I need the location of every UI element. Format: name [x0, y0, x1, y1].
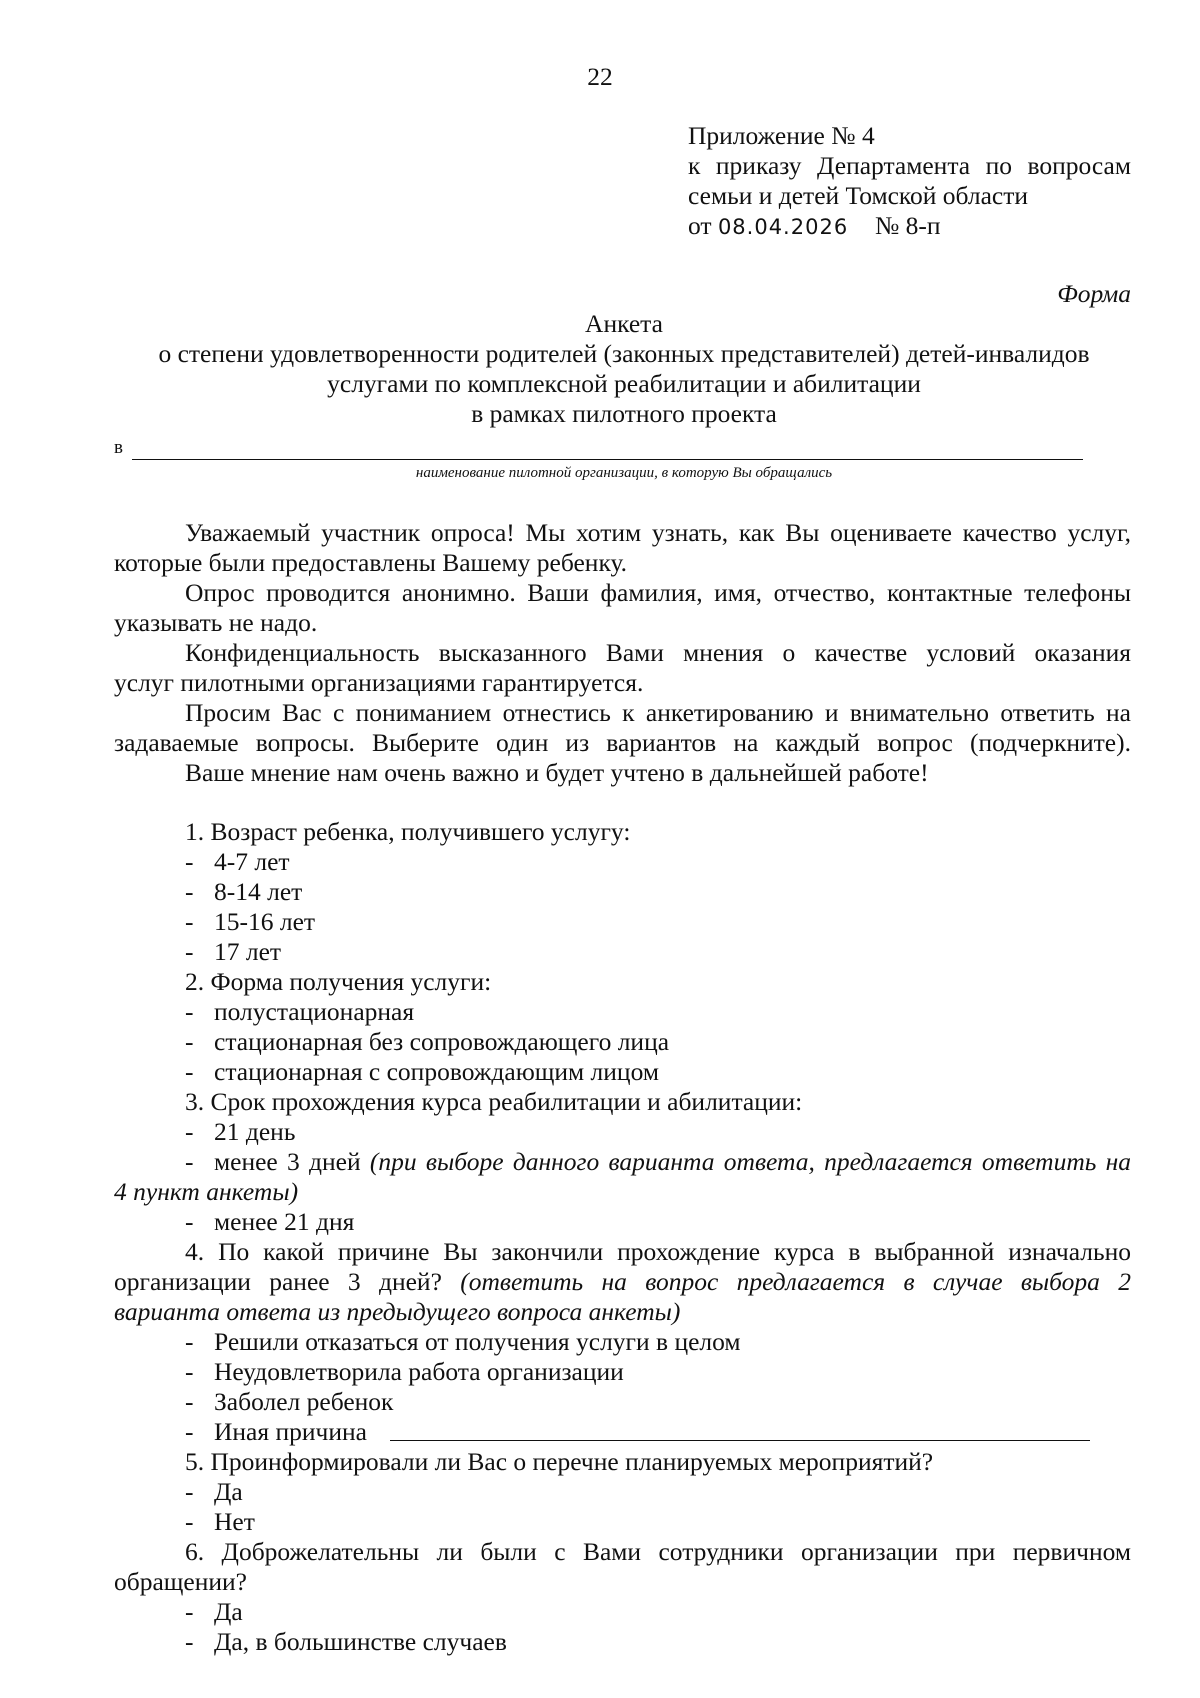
intro-p3-line-1: Конфиденциальность высказанного Вами мнения о качестве условий оказания [185, 638, 1131, 667]
q4-text-line-1: 4. По какой причине Вы закончили прохождение курса в выбранной изначально [185, 1237, 1131, 1266]
list-dash: - [185, 847, 194, 876]
q4-option-label: Неудовлетворила работа организации [214, 1357, 624, 1386]
q2-option-label: полустационарная [214, 997, 415, 1026]
q3-option-label: менее 3 дней [214, 1147, 361, 1176]
q3-option-label: 21 день [214, 1117, 296, 1146]
list-dash: - [185, 1327, 194, 1356]
other-reason-line[interactable] [390, 1440, 1090, 1441]
q6-text-line-1: 6. Доброжелательны ли были с Вами сотрудники организации при первичном [185, 1537, 1131, 1566]
q4-text-line-2 [114, 1267, 1131, 1297]
q5-option-label: Нет [214, 1507, 255, 1536]
appendix-date-line [688, 211, 941, 242]
list-dash: - [185, 1627, 194, 1656]
q6-option-label: Да, в большинстве случаев [214, 1627, 507, 1656]
q4-text-main: организации ранее 3 дней? [114, 1267, 442, 1296]
q4-text-note-cont: варианта ответа из предыдущего вопроса анкеты) [114, 1297, 681, 1326]
intro-p4-line-2: задаваемые вопросы. Выберите один из вариантов на каждый вопрос (подчеркните). [114, 728, 1131, 757]
heading-line-3: в рамках пилотного проекта [471, 399, 777, 428]
appendix-line-2: семьи и детей Томской области [688, 181, 1029, 210]
q1-option-label: 4-7 лет [214, 847, 290, 876]
list-dash: - [185, 1147, 194, 1176]
page-number: 22 [587, 62, 613, 91]
list-dash: - [185, 1117, 194, 1146]
q2-option-label: стационарная без сопровождающего лица [214, 1027, 670, 1056]
appendix-line-1: к приказу Департамента по вопросам [688, 151, 1131, 180]
appendix-date-prefix: от [688, 211, 712, 240]
list-dash: - [185, 1027, 194, 1056]
list-dash: - [185, 907, 194, 936]
heading-line-1: о степени удовлетворенности родителей (законных представителей) детей-инвалидов [158, 339, 1090, 368]
list-dash: - [185, 1357, 194, 1386]
org-field-prefix: в [114, 437, 123, 458]
org-field-caption: наименование пилотной организации, в которую Вы обращались [415, 465, 833, 481]
intro-p3-line-2: услуг пилотными организациями гарантируется. [114, 668, 644, 697]
q5-option-label: Да [214, 1477, 243, 1506]
q4-option-label: Заболел ребенок [214, 1387, 394, 1416]
heading-title: Анкета [585, 309, 663, 338]
appendix-date: 08.04.2026 [717, 215, 849, 239]
list-dash: - [185, 877, 194, 906]
q4-text-note: (ответить на вопрос предлагается в случае выбора 2 [460, 1267, 1131, 1296]
list-dash: - [185, 1477, 194, 1506]
q3-text: 3. Срок прохождения курса реабилитации и абилитации: [185, 1087, 803, 1116]
intro-p5: Ваше мнение нам очень важно и будет учтено в дальнейшей работе! [185, 758, 929, 787]
q1-option-label: 15-16 лет [214, 907, 316, 936]
q6-option-label: Да [214, 1597, 243, 1626]
q3-option-note-cont: 4 пункт анкеты) [114, 1177, 299, 1206]
q2-text: 2. Форма получения услуги: [185, 967, 492, 996]
intro-p1-line-1: Уважаемый участник опроса! Мы хотим узнать, как Вы оцениваете качество услуг, [185, 518, 1131, 547]
q1-option-label: 17 лет [214, 937, 282, 966]
intro-p1-line-2: которые были предоставлены Вашему ребенку. [114, 548, 628, 577]
list-dash: - [185, 1057, 194, 1086]
list-dash: - [185, 997, 194, 1026]
list-dash: - [185, 1597, 194, 1626]
q3-option-label: менее 21 дня [214, 1207, 355, 1236]
list-dash: - [185, 1417, 194, 1446]
q5-text: 5. Проинформировали ли Вас о перечне планируемых мероприятий? [185, 1447, 934, 1476]
q3-option-note: (при выборе данного варианта ответа, предлагается ответить на [369, 1147, 1132, 1176]
q3-option-2-line [214, 1147, 1131, 1177]
intro-p2-line-2: указывать не надо. [114, 608, 318, 637]
q2-option-label: стационарная с сопровождающим лицом [214, 1057, 659, 1086]
heading-line-2: услугами по комплексной реабилитации и абилитации [327, 369, 921, 398]
q4-option-label: Решили отказаться от получения услуги в целом [214, 1327, 741, 1356]
org-field-line[interactable] [132, 459, 1083, 460]
q1-option-label: 8-14 лет [214, 877, 303, 906]
appendix-number: № 8-п [874, 211, 941, 240]
list-dash: - [185, 1507, 194, 1536]
q1-text: 1. Возраст ребенка, получившего услугу: [185, 817, 631, 846]
appendix-title: Приложение № 4 [688, 121, 875, 150]
q4-option-label: Иная причина [214, 1417, 367, 1446]
q6-text-line-2: обращении? [114, 1567, 248, 1596]
list-dash: - [185, 937, 194, 966]
form-label: Форма [1057, 279, 1131, 308]
intro-p2-line-1: Опрос проводится анонимно. Ваши фамилия, имя, отчество, контактные телефоны [185, 578, 1131, 607]
list-dash: - [185, 1387, 194, 1416]
list-dash: - [185, 1207, 194, 1236]
intro-p4-line-1: Просим Вас с пониманием отнестись к анкетированию и внимательно ответить на [185, 698, 1131, 727]
